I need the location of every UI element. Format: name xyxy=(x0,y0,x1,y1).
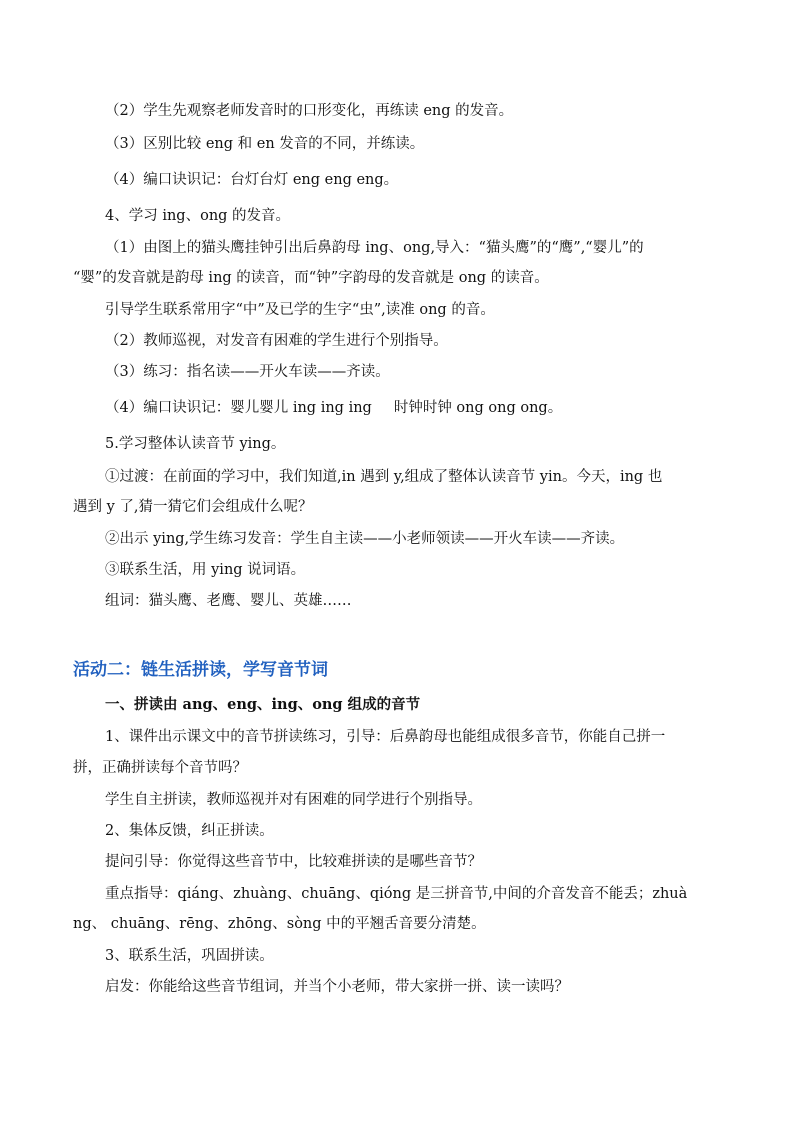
paragraph-ing-ong-intro-a: （1）由图上的猫头鹰挂钟引出后鼻韵母 ing、ong,导入：“猫头鹰”的“鹰”,“婴儿”的 xyxy=(105,240,644,256)
paragraph-teacher-patrol: （2）教师巡视，对发音有困难的学生进行个别指导。 xyxy=(105,333,448,349)
paragraph-consolidate: 3、联系生活，巩固拼读。 xyxy=(105,948,274,964)
paragraph-feedback: 2、集体反馈，纠正拼读。 xyxy=(105,823,274,839)
rhyme-ing: （4）编口诀识记：婴儿婴儿 ing ing ing xyxy=(105,400,372,416)
section-heading-activity-2: 活动二：链生活拼读，学写音节词 xyxy=(73,660,328,680)
paragraph-show-ying: ②出示 ying,学生练习发音：学生自主读——小老师领读——开火车读——齐读。 xyxy=(105,531,625,547)
paragraph-section-5: 5.学习整体认读音节 ying。 xyxy=(105,436,286,452)
paragraph-question: 提问引导：你觉得这些音节中，比较难拼读的是哪些音节？ xyxy=(105,854,482,870)
paragraph-ing-ong-rhyme xyxy=(105,398,562,418)
paragraph-eng-rhyme: （4）编口诀识记：台灯台灯 eng eng eng。 xyxy=(105,172,399,188)
paragraph-eng-observe: （2）学生先观察老师发音时的口形变化，再练读 eng 的发音。 xyxy=(105,103,514,119)
paragraph-courseware-a: 1、课件出示课文中的音节拼读练习，引导：后鼻韵母也能组成很多音节，你能自己拼一 xyxy=(105,729,666,745)
rhyme-ong: 时钟时钟 ong ong ong。 xyxy=(393,400,563,416)
paragraph-transition-b: 遇到 y 了,猜一猜它们会组成什么呢？ xyxy=(73,499,313,515)
paragraph-ing-ong-intro-b: “婴”的发音就是韵母 ing 的读音，而“钟”字韵母的发音就是 ong 的读音。 xyxy=(73,270,549,286)
paragraph-focus-b: ng、 chuāng、rēng、zhōng、sòng 中的平翘舌音要分清楚。 xyxy=(73,916,486,932)
paragraph-ong-guide: 引导学生联系常用字“中”及已学的生字“虫”,读准 ong 的音。 xyxy=(105,302,495,318)
paragraph-courseware-b: 拼，正确拼读每个音节吗？ xyxy=(73,760,247,776)
paragraph-section-4: 4、学习 ing、ong 的发音。 xyxy=(105,208,291,224)
paragraph-transition-a: ①过渡：在前面的学习中，我们知道,in 遇到 y,组成了整体认读音节 yin。今天，ing 也 xyxy=(105,469,663,485)
paragraph-inspire: 启发：你能给这些音节组词，并当个小老师，带大家拼一拼、读一读吗？ xyxy=(105,979,569,995)
subsection-heading: 一、拼读由 ang、eng、ing、ong 组成的音节 xyxy=(105,696,421,713)
paragraph-practice: （3）练习：指名读——开火车读——齐读。 xyxy=(105,364,390,380)
paragraph-eng-en-compare: （3）区别比较 eng 和 en 发音的不同，并练读。 xyxy=(105,136,425,152)
paragraph-self-read: 学生自主拼读，教师巡视并对有困难的同学进行个别指导。 xyxy=(105,792,482,808)
paragraph-focus-a: 重点指导：qiáng、zhuàng、chuāng、qióng 是三拼音节,中间的介音发音不能丢；zhuà xyxy=(105,886,688,902)
paragraph-word-examples: 组词：猫头鹰、老鹰、婴儿、英雄…… xyxy=(105,593,352,609)
paragraph-ying-words: ③联系生活，用 ying 说词语。 xyxy=(105,562,306,578)
